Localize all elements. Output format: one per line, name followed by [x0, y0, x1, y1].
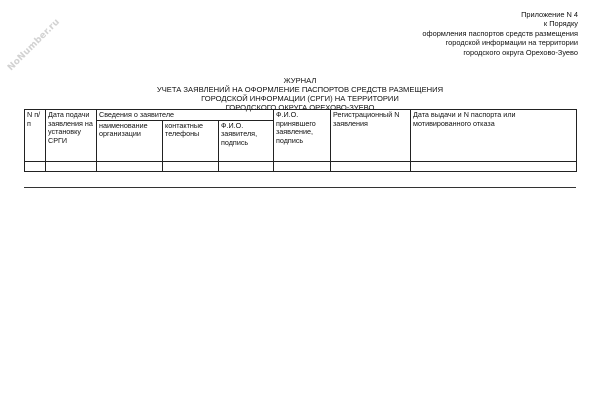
- journal-title: [0, 76, 600, 112]
- table-cell: [163, 161, 219, 171]
- title-line: УЧЕТА ЗАЯВЛЕНИЙ НА ОФОРМЛЕНИЕ ПАСПОРТОВ СРЕДСТВ РАЗМЕЩЕНИЯ: [156, 85, 444, 94]
- appendix-line: Приложение N 4: [521, 10, 578, 19]
- title-line: ГОРОДСКОЙ ИНФОРМАЦИИ (СРГИ) НА ТЕРРИТОРИИ: [201, 94, 399, 103]
- horizontal-divider: [24, 187, 576, 188]
- header-receiver: Ф.И.О. принявшего заявление, подпись: [274, 110, 331, 162]
- header-org-name: наименование организации: [97, 120, 163, 161]
- appendix-line: к Порядку: [543, 19, 578, 29]
- header-registration-number: Регистрационный N заявления: [331, 110, 411, 162]
- watermark: NoNumber.ru: [6, 17, 63, 74]
- title-line: ЖУРНАЛ: [283, 76, 317, 85]
- header-date-submitted: Дата подачи заявления на установку СРГИ: [46, 110, 97, 162]
- table-header-row: [25, 110, 577, 121]
- header-issue-date: Дата выдачи и N паспорта или мотивированного отказа: [411, 110, 577, 162]
- table-cell: [331, 161, 411, 171]
- table-cell: [411, 161, 577, 171]
- title-line: ГОРОДСКОГО ОКРУГА ОРЕХОВО-ЗУЕВО: [225, 103, 375, 112]
- appendix-note: [378, 10, 578, 57]
- appendix-line: городской информации на территории: [445, 38, 578, 48]
- table-cell: [25, 161, 46, 171]
- header-number: N п/п: [25, 110, 46, 162]
- journal-table: [24, 109, 577, 172]
- header-applicant-fio: Ф.И.О. заявителя, подпись: [219, 120, 274, 161]
- table-row: [25, 161, 577, 171]
- appendix-line: городского округа Орехово-Зуево: [463, 47, 578, 57]
- appendix-line: оформления паспортов средств размещения: [422, 28, 578, 38]
- table-cell: [46, 161, 97, 171]
- table-cell: [274, 161, 331, 171]
- header-applicant-info: Сведения о заявителе: [97, 110, 274, 121]
- header-phones: контактные телефоны: [163, 120, 219, 161]
- table-cell: [97, 161, 163, 171]
- table-cell: [219, 161, 274, 171]
